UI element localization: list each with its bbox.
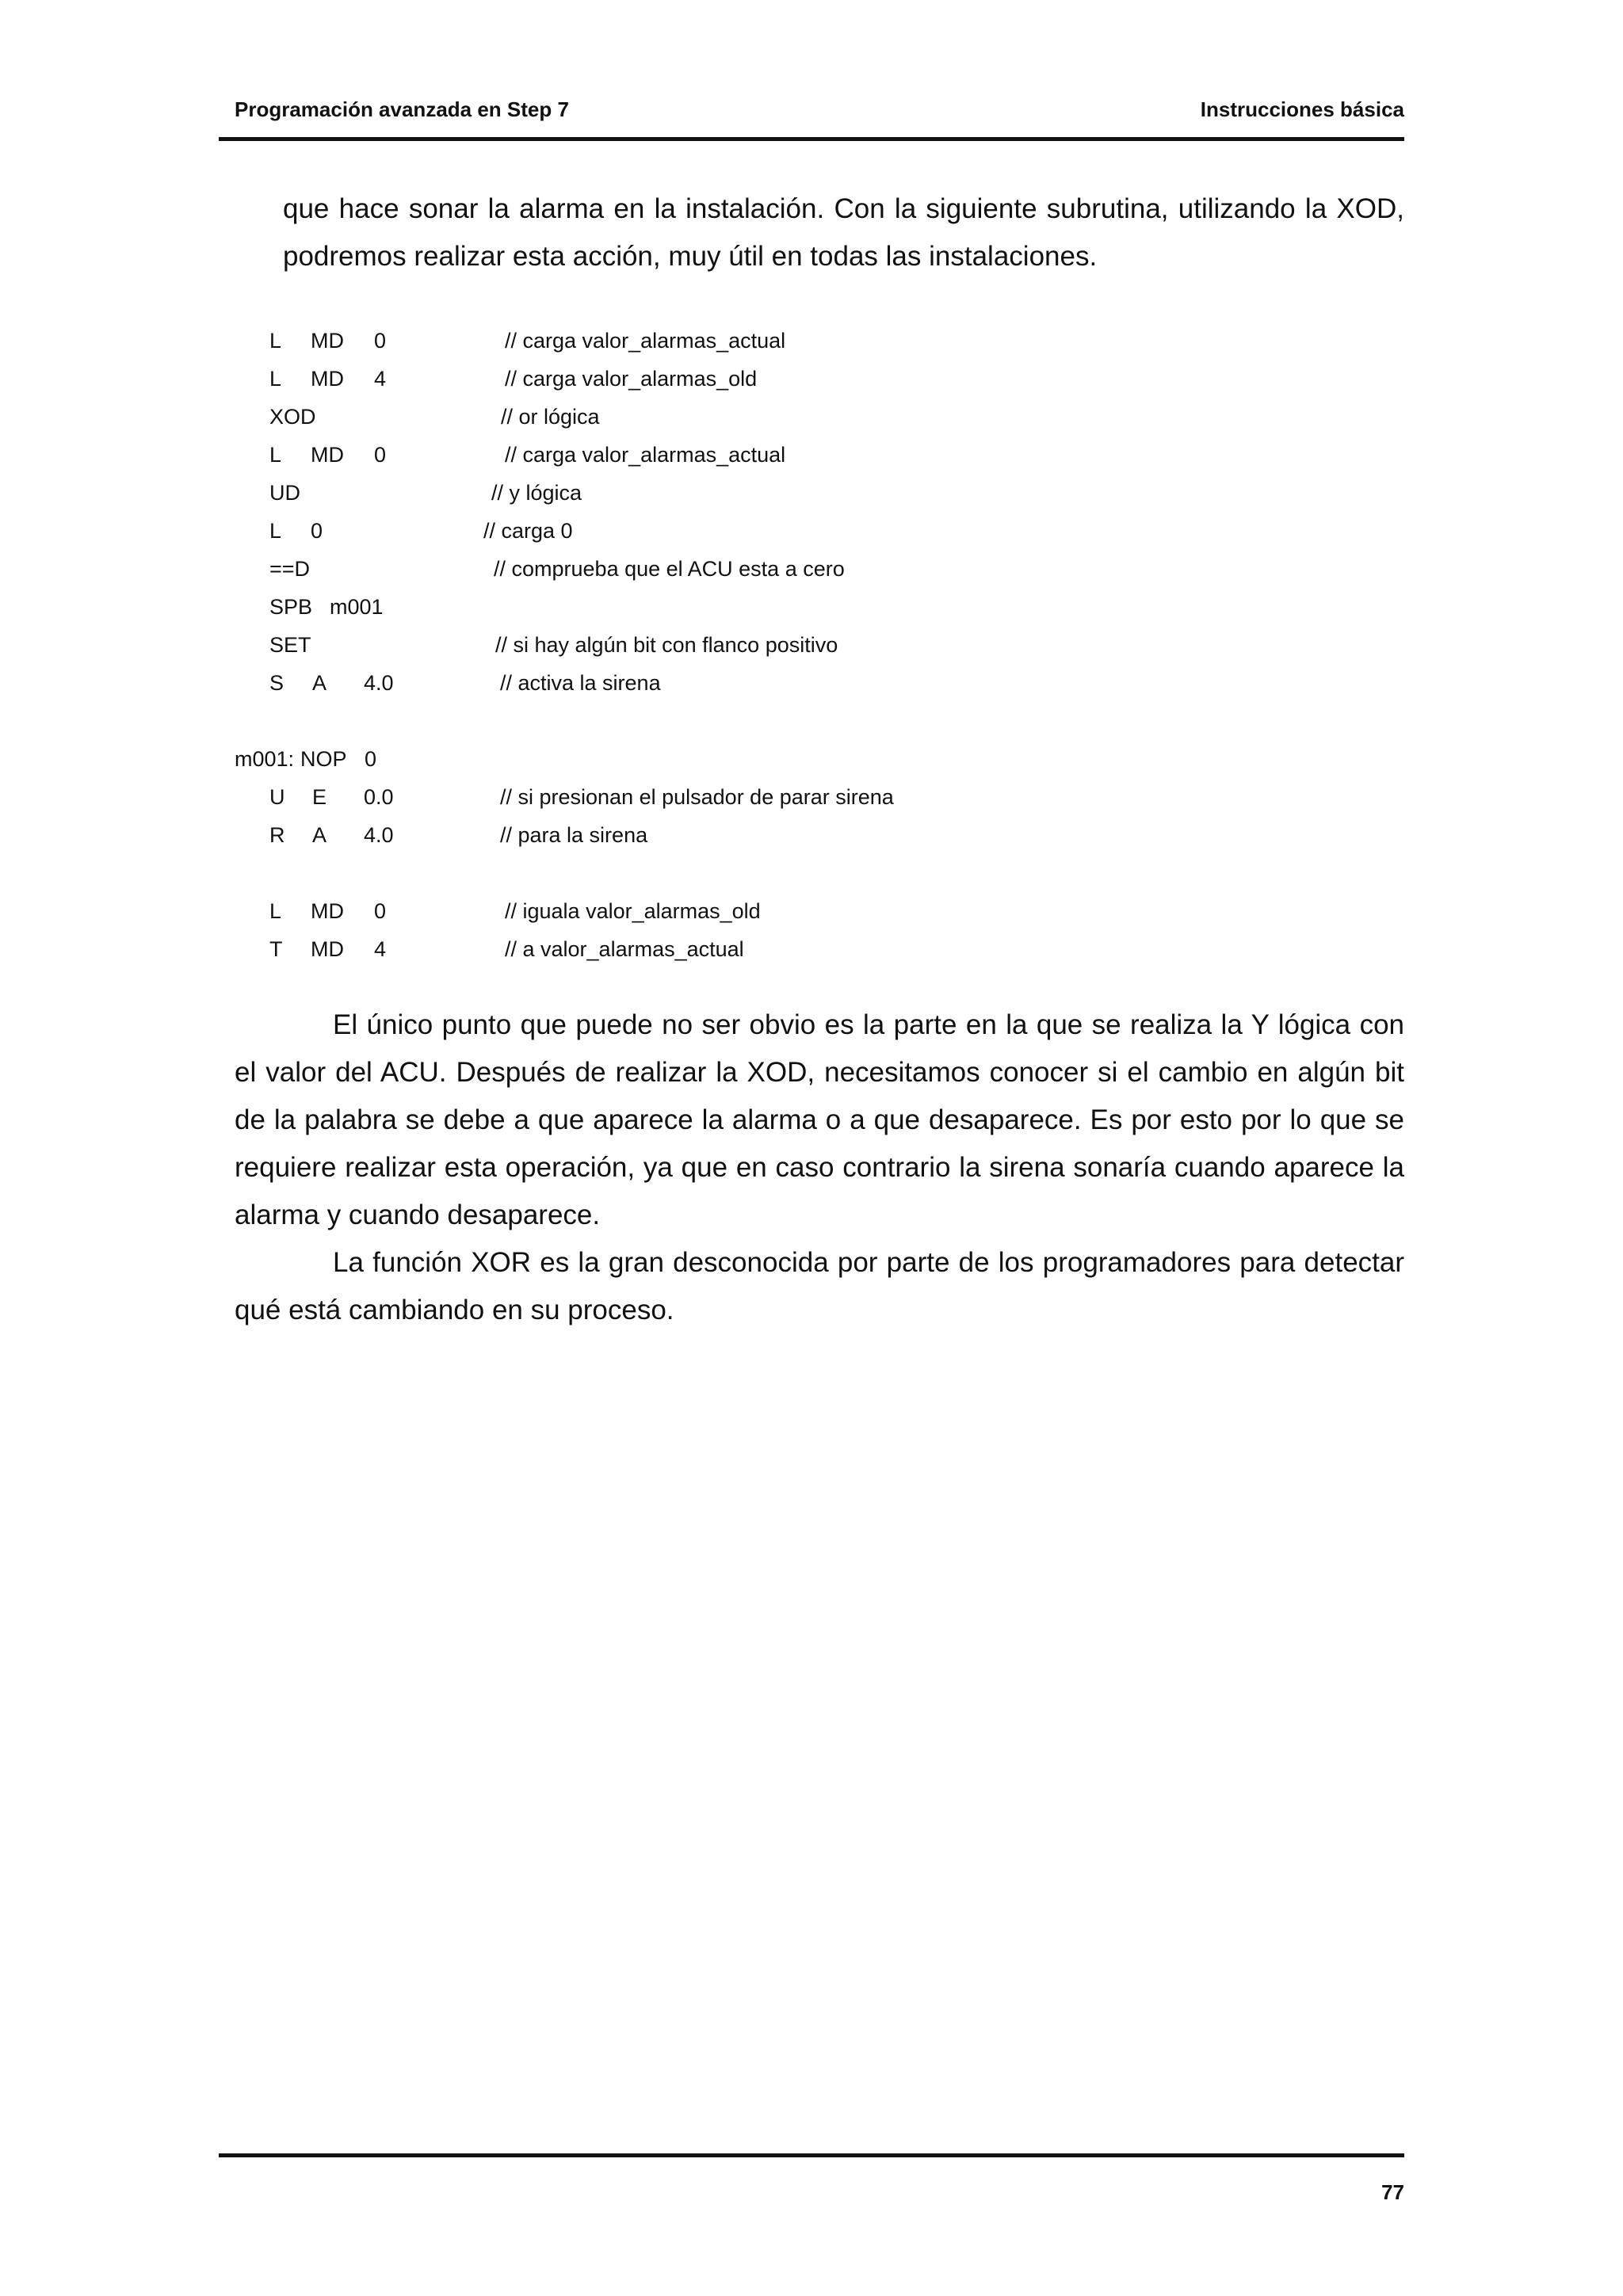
code-token: ==D xyxy=(269,557,311,581)
intro-paragraph xyxy=(283,185,1404,280)
code-token: L xyxy=(269,367,282,391)
chapter-title: Instrucciones básica xyxy=(1200,97,1404,121)
code-token: MD xyxy=(311,443,344,467)
code-label: m001: xyxy=(235,747,295,771)
code-token: A xyxy=(312,671,327,695)
code-token: 4 xyxy=(374,367,387,391)
code-token: A xyxy=(312,823,327,847)
running-title: Programación avanzada en Step 7 xyxy=(235,97,569,121)
intro-text: que hace sonar la alarma en la instalación. Con la siguiente subrutina, utilizando la XOD, podremos realizar esta acción, muy útil en todas las instalaciones. xyxy=(283,193,1404,272)
code-token: SPB xyxy=(269,595,313,619)
code-comment: // comprueba que el ACU esta a cero xyxy=(494,557,845,581)
code-token: MD xyxy=(311,899,344,923)
code-token: MD xyxy=(311,937,344,961)
code-token: S xyxy=(269,671,285,695)
code-comment: // y lógica xyxy=(491,481,582,505)
code-token: L xyxy=(269,899,282,923)
code-comment: // si presionan el pulsador de parar sirena xyxy=(500,785,894,809)
code-token: 4.0 xyxy=(364,671,394,695)
header-divider xyxy=(219,137,1404,141)
code-comment: // carga valor_alarmas_actual xyxy=(505,443,786,467)
code-token: R xyxy=(269,823,285,847)
code-token: UD xyxy=(269,481,300,505)
code-token: 0 xyxy=(374,899,387,923)
code-token: 0 xyxy=(311,519,323,543)
code-token: 4 xyxy=(374,937,387,961)
code-token: 0.0 xyxy=(364,785,394,809)
code-comment: // or lógica xyxy=(501,405,600,429)
code-token: NOP xyxy=(300,747,347,771)
code-token: m001 xyxy=(330,595,384,619)
code-token: L xyxy=(269,519,282,543)
code-token: MD xyxy=(311,367,344,391)
code-token: L xyxy=(269,443,282,467)
code-token: 0 xyxy=(365,747,377,771)
code-comment: // activa la sirena xyxy=(500,671,661,695)
code-comment: // a valor_alarmas_actual xyxy=(505,937,744,961)
code-token: XOD xyxy=(269,405,316,429)
code-token: E xyxy=(312,785,327,809)
code-token: 0 xyxy=(374,329,387,353)
code-token: L xyxy=(269,329,282,353)
code-token: 4.0 xyxy=(364,823,394,847)
code-comment: // carga valor_alarmas_old xyxy=(505,367,758,391)
footer-divider xyxy=(219,2153,1404,2157)
code-comment: // si hay algún bit con flanco positivo xyxy=(495,633,838,657)
code-token: U xyxy=(269,785,285,809)
code-token: 0 xyxy=(374,443,387,467)
code-token: MD xyxy=(311,329,344,353)
code-comment: // para la sirena xyxy=(500,823,648,847)
page-number: 77 xyxy=(1381,2180,1404,2204)
code-token: T xyxy=(269,937,283,961)
body-paragraph-2: La función XOR es la gran desconocida por parte de los programadores para detectar qué está cambiando en su proceso. xyxy=(235,1247,1404,1325)
body-text xyxy=(235,1001,1404,1334)
body-paragraph-1: El único punto que puede no ser obvio es la parte en la que se realiza la Y lógica con el valor del ACU. Después de realizar la XOD, necesitamos conocer si el cambio en algún bit de la palabra se debe a que aparece la alarma o a que desaparece. Es por esto por lo que se requiere realizar esta operación, ya que en caso contrario la sirena sonaría cuando aparece la alarma y cuando desaparece. xyxy=(235,1009,1404,1230)
code-token: SET xyxy=(269,633,311,657)
code-comment: // iguala valor_alarmas_old xyxy=(505,899,761,923)
code-comment: // carga valor_alarmas_actual xyxy=(505,329,786,353)
code-comment: // carga 0 xyxy=(483,519,573,543)
